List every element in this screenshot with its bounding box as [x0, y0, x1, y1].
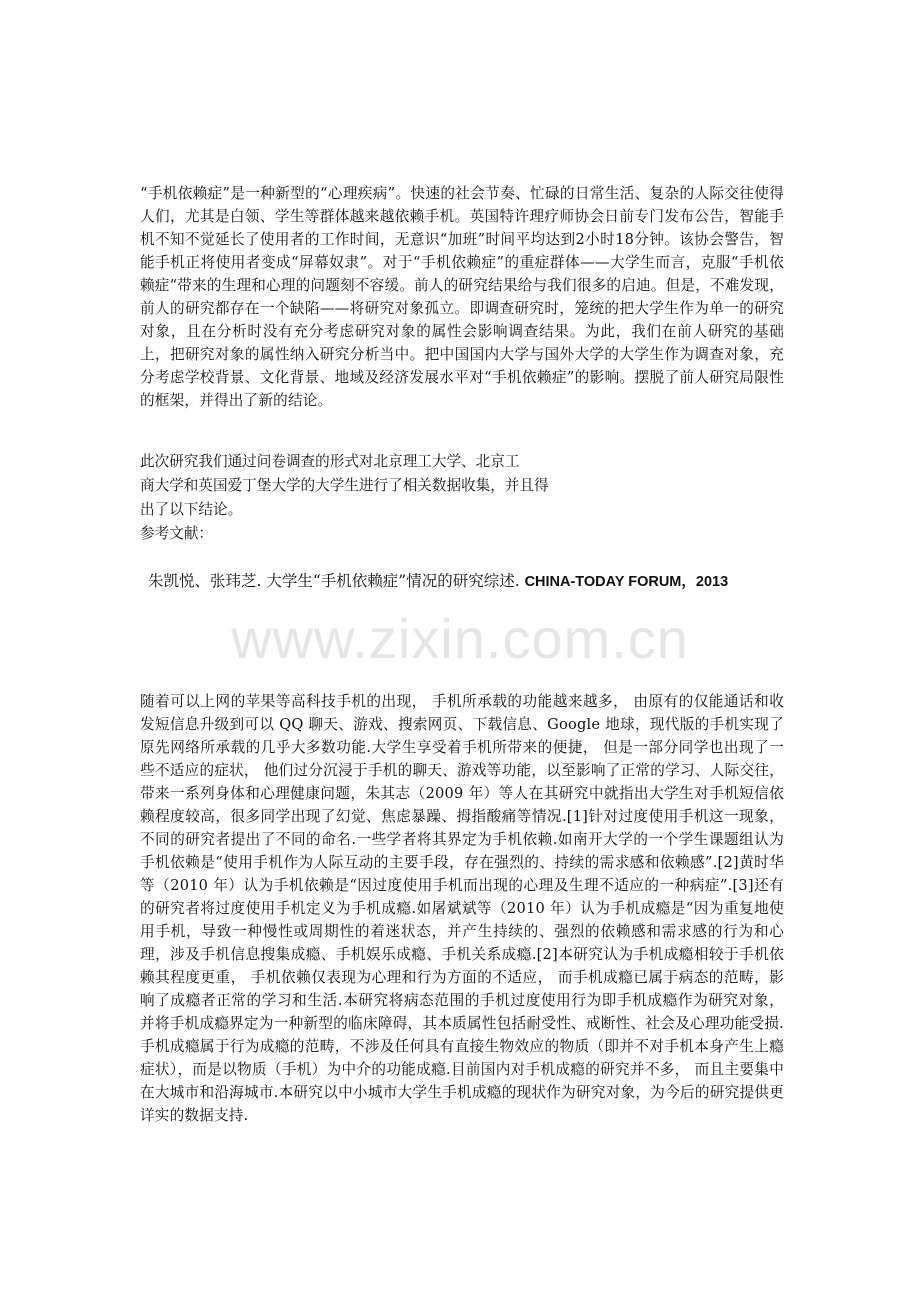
reference-1-english: CHINA-TODAY FORUM，2013 [524, 574, 729, 590]
watermark: www.zixin.com.cn [231, 607, 689, 670]
reference-1-chinese: 朱凯悦、张玮芝. 大学生“手机依赖症”情况的研究综述. [148, 572, 525, 590]
intro-paragraph: “手机依赖症”是一种新型的“心理疾病”。快速的社会节奏、忙碌的日常生活、复杂的人际交往使得人们，尤其是白领、学生等群体越来越依赖手机。英国特许理疗师协会日前专门发布公告，智能手机不知不觉延长了使用者的工作时间，无意识“加班”时间平均达到2小时18分钟。该协会警告，智能手机正将使用者变成“屏幕奴隶”。对于“手机依赖症”的重症群体——大学生而言，克服“手机依赖症“带来的生理和心理的问题刻不容缓。前人的研究结果给与我们很多的启迪。但是，不难发现，前人的研究都存在一个缺陷——将研究对象孤立。即调查研究时，笼统的把大学生作为单一的研究对象，且在分析时没有充分考虑研究对象的属性会影响调查结果。为此，我们在前人研究的基础上，把研究对象的属性纳入研究分析当中。把中国国内大学与国外大学的大学生作为调查对象，充分考虑学校背景、文化背景、地域及经济发展水平对“手机依赖症”的影响。摆脱了前人研究局限性的框架，并得出了新的结论。 [140, 185, 784, 409]
method-line-3: 出了以下结论。 [140, 501, 243, 518]
reference-entry [148, 569, 788, 594]
body-paragraph: 随着可以上网的苹果等高科技手机的出现， 手机所承载的功能越来越多， 由原有的仅能通话和收发短信息升级到可以 QQ 聊天、游戏、搜索网页、下载信息、Google 地球，现代版的手机实现了原先网络所承载的几乎大多数功能.大学生享受着手机所带来的便捷， 但是一部分同学也出现了一些不适应的症状， 他们过分沉浸于手机的聊天、游戏等功能，以至影响了正常的学习、人际交往，带来一系列身体和心理健康问题，朱其志（2009 年）等人在其研究中就指出大学生对手机短信依赖程度较高，很多同学出现了幻觉、焦虑暴躁、拇指酸痛等情况.[1]针对过度使用手机这一现象， 不同的研究者提出了不同的命名.一些学者将其界定为手机依赖.如南开大学的一个学生课题组认为手机依赖是“使用手机作为人际互动的主要手段，存在强烈的、持续的需求感和依赖感”.[2]黄时华等（2010 年）认为手机依赖是“因过度使用手机而出现的心理及生理不适应的一种病症”.[3]还有的研究者将过度使用手机定义为手机成瘾.如屠斌斌等（2010 年）认为手机成瘾是“因为重复地使用手机，导致一种慢性或周期性的着迷状态，并产生持续的、强烈的依赖感和需求感的行为和心理，涉及手机信息搜集成瘾、手机娱乐成瘾、手机关系成瘾.[2]本研究认为手机成瘾相较于手机依赖其程度更重， 手机依赖仅表现为心理和行为方面的不适应， 而手机成瘾已属于病态的范畴，影响了成瘾者正常的学习和生活.本研究将病态范围的手机过度使用行为即手机成瘾作为研究对象， 并将手机成瘾界定为一种新型的临床障碍，其本质属性包括耐受性、戒断性、社会及心理功能受损.手机成瘾属于行为成瘾的范畴，不涉及任何具有直接生物效应的物质（即并不对手机本身产生上瘾症状），而是以物质（手机）为中介的功能成瘾.目前国内对手机成瘾的研究并不多， 而且主要集中在大城市和沿海城市.本研究以中小城市大学生手机成瘾的现状作为研究对象，为今后的研究提供更详实的数据支持. [140, 693, 784, 1124]
references-heading: 参考文献： [140, 525, 213, 542]
method-line-2: 商大学和英国爱丁堡大学的大学生进行了相关数据收集，并且得 [140, 477, 549, 494]
method-line-1: 此次研究我们通过问卷调查的形式对北京理工大学、北京工 [140, 453, 520, 470]
